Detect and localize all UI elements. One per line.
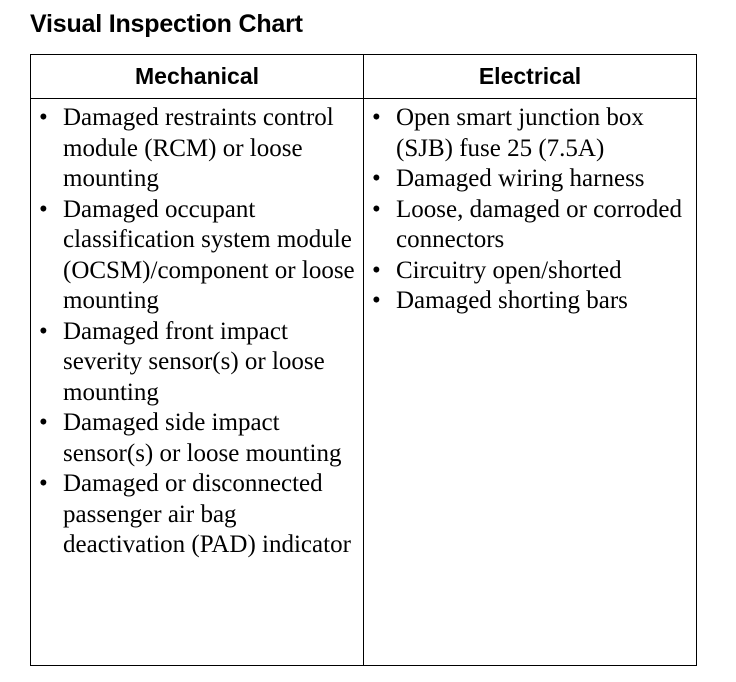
header-mechanical: Mechanical: [31, 55, 364, 99]
list-item: [372, 195, 690, 256]
mechanical-list: [39, 103, 357, 561]
bullet-icon: •: [372, 287, 381, 314]
bullet-icon: •: [39, 195, 48, 223]
list-item-text: Circuitry open/shorted: [396, 256, 622, 284]
mechanical-cell: [31, 99, 364, 666]
bullet-icon: •: [39, 104, 48, 131]
bullet-icon: •: [372, 195, 381, 223]
list-item-text: Open smart junction box (SJB) fuse 25 (7.5A): [396, 104, 644, 162]
list-item: [372, 286, 690, 317]
content-row: [31, 99, 697, 666]
list-item: [372, 164, 690, 195]
inspection-table: [30, 54, 697, 666]
list-item: [372, 103, 690, 164]
list-item-text: Damaged shorting bars: [396, 287, 628, 314]
bullet-icon: •: [372, 104, 381, 131]
list-item-text: Damaged restraints control module (RCM) or loose mounting: [63, 104, 334, 192]
list-item-text: Damaged front impact severity sensor(s) or loose mounting: [63, 317, 325, 406]
list-item: [372, 256, 690, 287]
list-item: [39, 195, 357, 317]
list-item: [39, 408, 357, 469]
list-item-text: Damaged occupant classification system module (OCSM)/component or loose mounting: [63, 195, 355, 314]
list-item-text: Damaged or disconnected passenger air bag deactivation (PAD) indicator: [63, 470, 351, 558]
bullet-icon: •: [372, 165, 381, 192]
list-item-text: Damaged side impact sensor(s) or loose mounting: [63, 409, 342, 467]
list-item-text: Loose, damaged or corroded connectors: [396, 195, 682, 253]
list-item: [39, 469, 357, 561]
chart-title: Visual Inspection Chart: [30, 10, 303, 38]
header-row: [31, 55, 697, 99]
bullet-icon: •: [39, 409, 48, 436]
list-item-text: Damaged wiring harness: [396, 165, 645, 192]
bullet-icon: •: [372, 256, 381, 284]
list-item: [39, 103, 357, 195]
bullet-icon: •: [39, 317, 48, 345]
list-item: [39, 317, 357, 409]
electrical-cell: [364, 99, 697, 666]
electrical-list: [372, 103, 690, 317]
header-electrical: Electrical: [364, 55, 697, 99]
bullet-icon: •: [39, 470, 48, 497]
